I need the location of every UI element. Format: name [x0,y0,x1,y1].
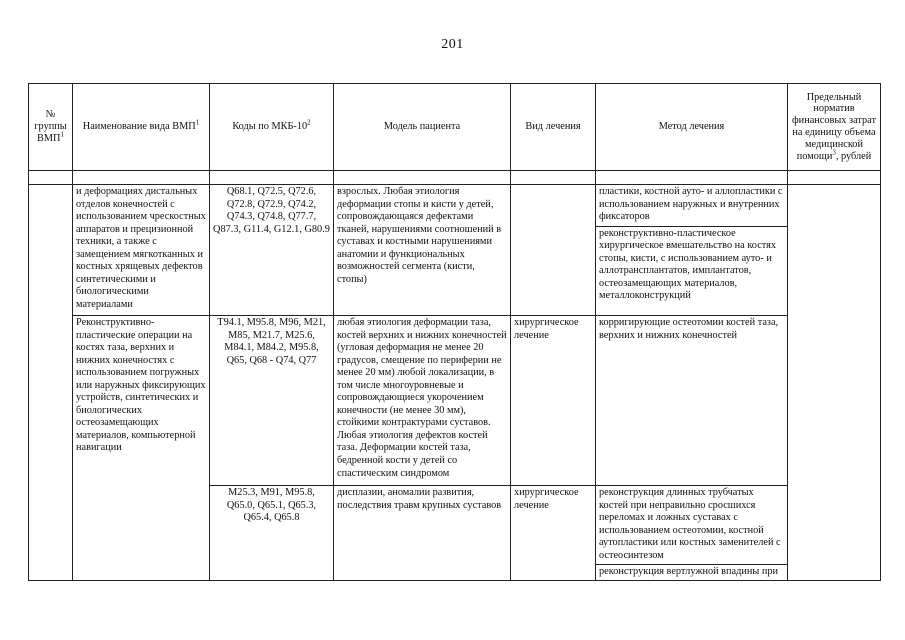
table-row [29,316,881,486]
header-cost-norm: Предельный норматив финансовых затрат на единицу объема медицинской помощи$^3$, рублей [788,84,881,171]
header-patient-model: Модель пациента [334,84,511,171]
cell-treatment-method [596,185,788,316]
method-item: пластики, костной ауто- и аллопластики с использованием наружных и внутренних фиксаторов [599,186,783,223]
cell-treatment-method [596,486,788,581]
cell-vmp-name: и деформациях дистальных отделов конечностей с использованием чрескостных аппаратов и прецизионной техники, а также с замещением мягкотканных и костных хрящевых дефектов синтетическими и биологическими материалами [73,185,210,316]
table-row [29,185,881,316]
cell-cost-norm [788,185,881,581]
cell-group-no [29,185,73,581]
page-number: 201 [441,37,464,52]
method-item: реконструктивно-пластическое хирургическое вмешательство на костях стопы, кисти, с использованием ауто- и аллотрансплантатов, имплантатов, остеозамещающих материалов, металлоконструкций [596,226,787,303]
header-vmp-name: Наименование вида ВМП$^1$ [73,84,210,171]
cell-vmp-name: Реконструктивно-пластические операции на костях таза, верхних и нижних конечностях с использованием погружных или наружных фиксирующих устройств, синтетических и биологических остеозамещающих материалов, компьютерной навигации [73,316,210,581]
cell-treatment-type: хирургическое лечение [511,486,596,581]
cell-patient-model: дисплазии, аномалии развития, последствия травм крупных суставов [334,486,511,581]
method-item: реконструкция длинных трубчатых костей при неправильно сросшихся переломах и ложных суставах с использованием остеотомии, костной аутопластики или костных заменителей с остеосинтезом [599,487,781,561]
cell-patient-model: взрослых. Любая этиология деформации стопы и кисти у детей, сопровождающаяся дефектами тканей, нарушениями соотношений в суставах и костными нарушениями анатомии и функциональных возможностей сегмента (кисти, стопы) [334,185,511,316]
header-treatment-type: Вид лечения [511,84,596,171]
cell-patient-model: любая этиология деформации таза, костей верхних и нижних конечностей (угловая деформация не менее 20 градусов, смещение по периферии не менее 20 мм) любой локализации, в том числе многоуровневые и сопровождающиеся укорочением конечности (не менее 30 мм), стойкими контрактурами суставов. Любая этиология дефектов костей таза. Деформации костей таза, бедренной кости у детей со спастическим синдромом [334,316,511,486]
cell-icd-codes: Q68.1, Q72.5, Q72.6, Q72.8, Q72.9, Q74.2, Q74.3, Q74.8, Q77.7, Q87.3, G11.4, G12.1, G80.9 [210,185,334,316]
cell-treatment-type [511,185,596,316]
spacer-row [29,171,881,185]
header-group-no: № группы ВМП$^1$ [29,84,73,171]
method-item: реконструкция вертлужной впадины при [596,564,787,579]
vmp-table [28,83,881,581]
cell-treatment-method: корригирующие остеотомии костей таза, верхних и нижних конечностей [596,316,788,486]
header-treatment-method: Метод лечения [596,84,788,171]
cell-treatment-type: хирургическое лечение [511,316,596,486]
cell-icd-codes: M25.3, M91, M95.8, Q65.0, Q65.1, Q65.3, Q65.4, Q65.8 [210,486,334,581]
header-icd-codes: Коды по МКБ-$10^2$ [210,84,334,171]
table-header-row [29,84,881,171]
cell-icd-codes: T94.1, M95.8, M96, M21, M85, M21.7, M25.6, M84.1, M84.2, M95.8, Q65, Q68 - Q74, Q77 [210,316,334,486]
